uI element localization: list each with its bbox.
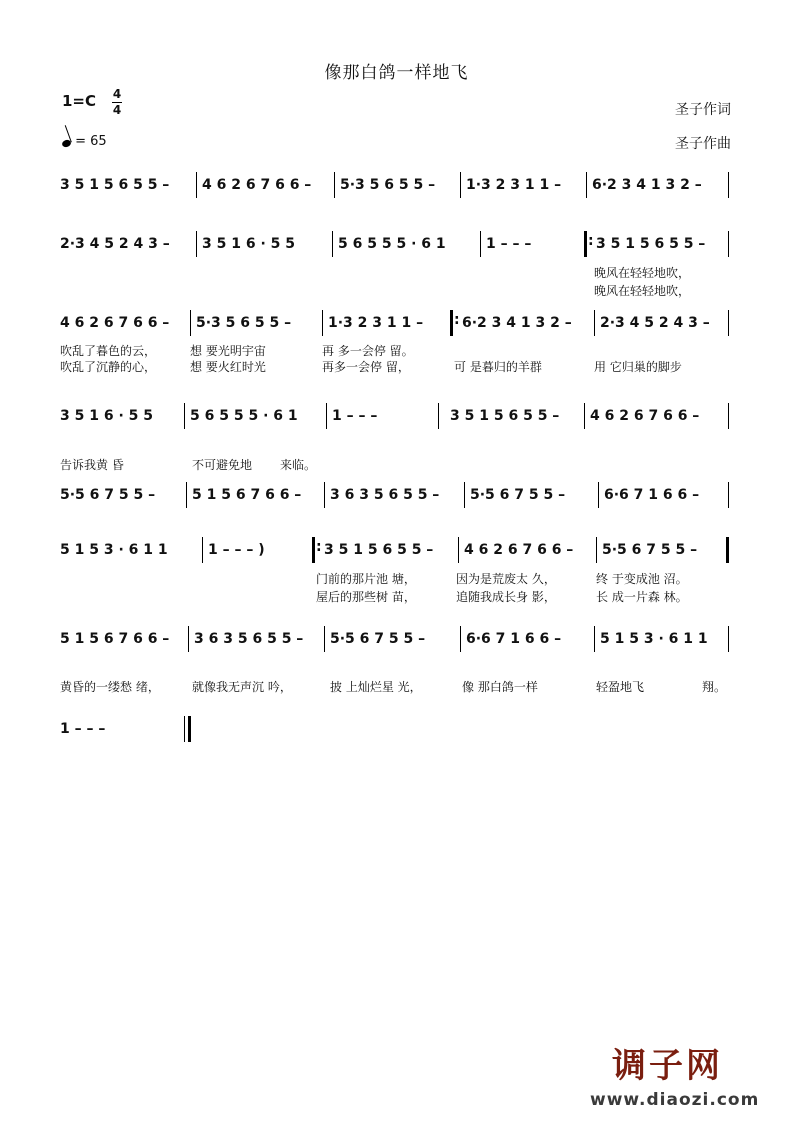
barline bbox=[594, 310, 595, 336]
barline bbox=[594, 626, 595, 652]
barline bbox=[324, 626, 325, 652]
lyric-segment: 来临。 bbox=[280, 458, 317, 472]
lyric-segment: 门前的那片池 塘， bbox=[316, 572, 416, 586]
measure: 3 5 1 6 · 5 5 bbox=[202, 236, 296, 252]
barline bbox=[322, 310, 323, 336]
lyric-segment: 轻盈地飞 bbox=[596, 680, 645, 694]
measure: 5 1 5 3 · 6 1 1 bbox=[60, 542, 168, 558]
staff-row-1 bbox=[60, 170, 732, 200]
measure: 6·6 7 1 6 6 – bbox=[466, 631, 562, 647]
measure: 4 6 2 6 7 6 6 – bbox=[202, 177, 312, 193]
measure: 5 1 5 6 7 6 6 – bbox=[192, 487, 302, 503]
time-sig-bottom: 4 bbox=[112, 103, 122, 117]
watermark-url: www.diaozi.com bbox=[590, 1090, 760, 1110]
barline bbox=[480, 231, 481, 257]
lyric-segment: 屋后的那些树 苗， bbox=[316, 590, 416, 604]
time-sig-top: 4 bbox=[112, 87, 122, 101]
staff-row-4 bbox=[60, 401, 732, 431]
measure: 5 1 5 3 · 6 1 1 bbox=[600, 631, 708, 647]
composer-credit: 圣子作曲 bbox=[675, 136, 731, 152]
lyric-segment: 想 要火红时光 bbox=[190, 360, 266, 374]
repeat-start-barline bbox=[312, 537, 315, 563]
measure: 5 6 5 5 5 · 6 1 bbox=[190, 408, 298, 424]
barline bbox=[334, 172, 335, 198]
measure: 5·3 5 6 5 5 – bbox=[196, 315, 292, 331]
barline bbox=[324, 482, 325, 508]
measure: 2·3 4 5 2 4 3 – bbox=[600, 315, 710, 331]
staff-row-8 bbox=[60, 714, 732, 744]
staff-row-2 bbox=[60, 229, 732, 259]
staff-row-3 bbox=[60, 308, 732, 338]
measure: 5 6 5 5 5 · 6 1 bbox=[338, 236, 446, 252]
measure: 1·3 2 3 1 1 – bbox=[466, 177, 562, 193]
staff-row-7 bbox=[60, 624, 732, 654]
barline bbox=[728, 626, 729, 652]
lyric-segment: 像 那白鸽一样 bbox=[462, 680, 538, 694]
lyricist-credit: 圣子作词 bbox=[675, 102, 731, 118]
quarter-note-icon bbox=[61, 139, 72, 149]
barline bbox=[728, 310, 729, 336]
measure: 1 – – – bbox=[486, 236, 532, 252]
lyric-line: 晚风在轻轻地吹， bbox=[594, 284, 691, 298]
lyric-segment: 披 上灿烂星 光， bbox=[330, 680, 422, 694]
lyric-segment: 吹乱了沉静的心， bbox=[60, 360, 157, 374]
measure: 5·3 5 6 5 5 – bbox=[340, 177, 436, 193]
lyric-segment: 告诉我黄 昏 bbox=[60, 458, 124, 472]
barline bbox=[728, 231, 729, 257]
watermark-logo: 调子网 bbox=[612, 1046, 723, 1086]
time-signature bbox=[112, 88, 122, 117]
barline bbox=[460, 172, 461, 198]
lyric-segment: 黄昏的一缕愁 绪， bbox=[60, 680, 160, 694]
measure: 6·2 3 4 1 3 2 – bbox=[462, 315, 572, 331]
barline bbox=[196, 172, 197, 198]
repeat-barline bbox=[450, 310, 453, 336]
staff-row-5 bbox=[60, 480, 732, 510]
lyric-segment: 再多一会停 留， bbox=[322, 360, 410, 374]
song-title: 像那白鸽一样地飞 bbox=[324, 63, 469, 83]
measure: 3 5 1 5 6 5 5 – bbox=[596, 236, 706, 252]
measure: 1 – – – ) bbox=[208, 542, 265, 558]
lyric-segment: 可 是暮归的羊群 bbox=[454, 360, 542, 374]
barline bbox=[326, 403, 327, 429]
measure: 5·5 6 7 5 5 – bbox=[602, 542, 698, 558]
tempo-marking bbox=[62, 134, 107, 149]
lyric-segment: 想 要光明宇宙 bbox=[190, 344, 266, 358]
barline bbox=[464, 482, 465, 508]
measure: 4 6 2 6 7 6 6 – bbox=[464, 542, 574, 558]
lyric-segment: 吹乱了暮色的云， bbox=[60, 344, 157, 358]
measure: 5·5 6 7 5 5 – bbox=[470, 487, 566, 503]
measure: 3 6 3 5 6 5 5 – bbox=[194, 631, 304, 647]
lyric-segment: 长 成一片森 林。 bbox=[596, 590, 688, 604]
measure: 1·3 2 3 1 1 – bbox=[328, 315, 424, 331]
measure: 3 5 1 5 6 5 5 – bbox=[60, 177, 170, 193]
barline bbox=[728, 482, 729, 508]
barline bbox=[190, 310, 191, 336]
barline bbox=[184, 403, 185, 429]
lyric-segment: 再 多一会停 留。 bbox=[322, 344, 414, 358]
barline bbox=[196, 231, 197, 257]
measure: 3 5 1 6 · 5 5 bbox=[60, 408, 154, 424]
barline bbox=[598, 482, 599, 508]
barline bbox=[586, 172, 587, 198]
final-barline-thick bbox=[188, 716, 191, 742]
measure: 4 6 2 6 7 6 6 – bbox=[590, 408, 700, 424]
measure: 6·2 3 4 1 3 2 – bbox=[592, 177, 702, 193]
measure: 5·5 6 7 5 5 – bbox=[330, 631, 426, 647]
repeat-start-barline bbox=[584, 231, 587, 257]
measure: 1 – – – bbox=[332, 408, 378, 424]
barline bbox=[438, 403, 439, 429]
lyric-segment: 不可避免地 bbox=[192, 458, 253, 472]
lyric-line: 晚风在轻轻地吹， bbox=[594, 266, 691, 280]
measure: 4 6 2 6 7 6 6 – bbox=[60, 315, 170, 331]
barline bbox=[202, 537, 203, 563]
lyric-segment: 终 于变成池 沼。 bbox=[596, 572, 688, 586]
final-barline bbox=[184, 716, 185, 742]
measure: 2·3 4 5 2 4 3 – bbox=[60, 236, 170, 252]
measure: 3 6 3 5 6 5 5 – bbox=[330, 487, 440, 503]
lyric-segment: 追随我成长身 影， bbox=[456, 590, 556, 604]
barline bbox=[728, 172, 729, 198]
measure: 5·5 6 7 5 5 – bbox=[60, 487, 156, 503]
barline bbox=[460, 626, 461, 652]
repeat-end-barline bbox=[726, 537, 729, 563]
lyric-segment: 因为是荒废太 久， bbox=[456, 572, 556, 586]
measure: 5 1 5 6 7 6 6 – bbox=[60, 631, 170, 647]
measure: 6·6 7 1 6 6 – bbox=[604, 487, 700, 503]
lyric-segment: 就像我无声沉 吟， bbox=[192, 680, 292, 694]
barline bbox=[458, 537, 459, 563]
barline bbox=[186, 482, 187, 508]
barline bbox=[728, 403, 729, 429]
tempo-value: = 65 bbox=[75, 134, 107, 149]
barline bbox=[584, 403, 585, 429]
barline bbox=[188, 626, 189, 652]
lyric-segment: 用 它归巢的脚步 bbox=[594, 360, 682, 374]
measure: 3 5 1 5 6 5 5 – bbox=[450, 408, 560, 424]
barline bbox=[332, 231, 333, 257]
lyric-segment: 翔。 bbox=[702, 680, 727, 694]
measure: 3 5 1 5 6 5 5 – bbox=[324, 542, 434, 558]
measure: 1 – – – bbox=[60, 721, 106, 737]
key-signature: 1=C bbox=[62, 92, 97, 110]
barline bbox=[596, 537, 597, 563]
staff-row-6 bbox=[60, 535, 732, 565]
